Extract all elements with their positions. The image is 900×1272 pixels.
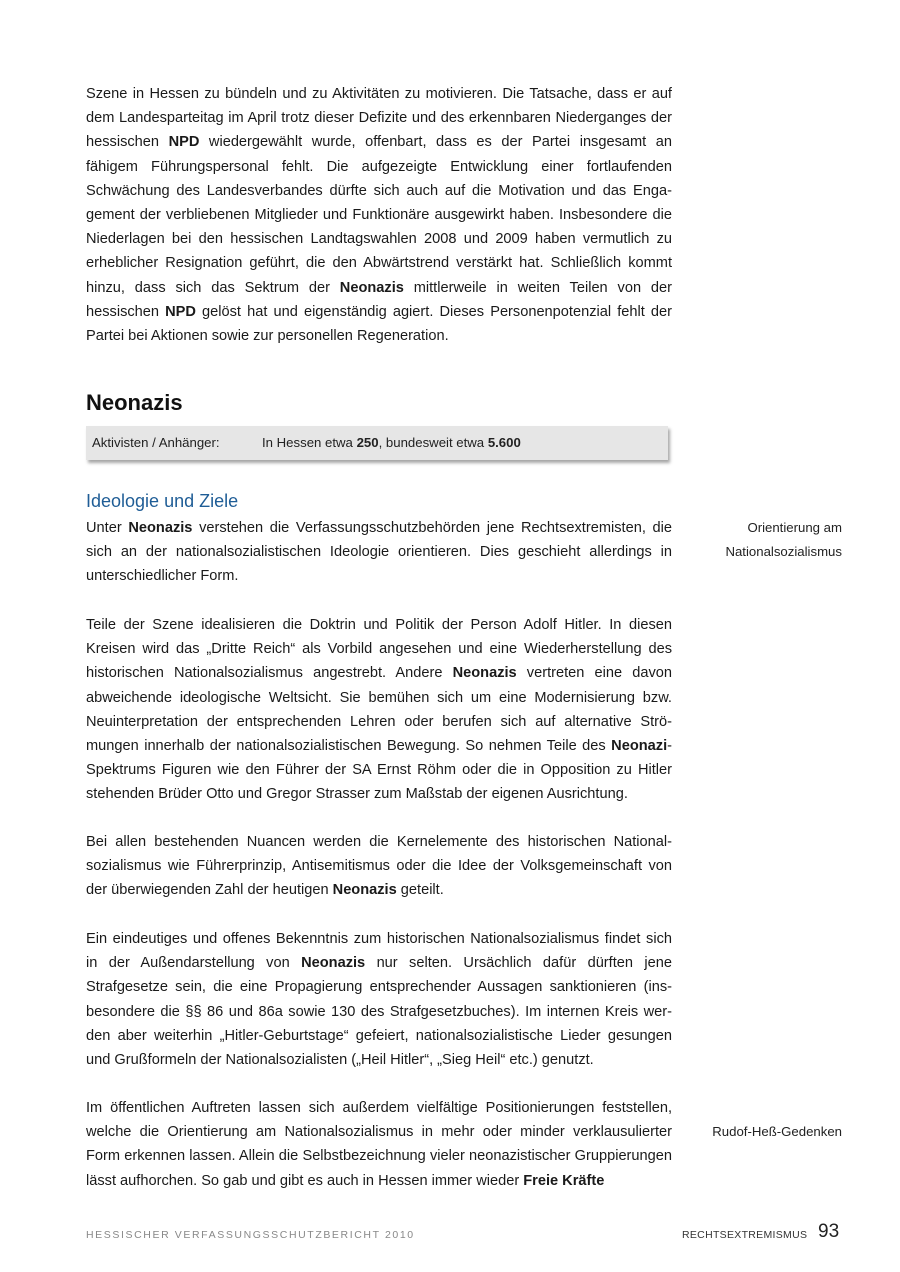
footer-chapter: RECHTSEXTREMISMUS	[682, 1229, 808, 1241]
body-paragraph: Im öffentlichen Auftreten lassen sich außerdem vielfältige Positionierungen feststellen, welche die Orientierung am Nationalsozialismus in mehr oder minder verklausulierter Form erkennen lassen. Allein die Selbstbezeichnung vieler neonazistischer Gruppierungen lässt aufhorchen. So gab und gibt es auch in Hessen immer wieder Freie Kräfte	[86, 1100, 672, 1189]
emphasis: Neonazis	[452, 665, 517, 682]
body-paragraph-3-wrap	[86, 830, 672, 903]
body-paragraph-4-wrap	[86, 927, 672, 1072]
infobox-value: In Hessen etwa 250, bundesweit etwa 5.600	[262, 435, 521, 450]
infobox-label: Aktivisten / Anhänger:	[92, 435, 220, 450]
body-paragraph: Unter Neonazis verstehen die Verfassungsschutzbehörden jene Rechtsextremisten, die sich an der nationalsozialistischen Ideologie orientieren. Dies geschieht allerdings in unterschiedlicher Form.	[86, 520, 672, 585]
emphasis: Freie Kräfte	[523, 1172, 605, 1189]
emphasis: Neonazis	[332, 882, 397, 899]
emphasis: Neonazi	[611, 738, 668, 755]
page-number: 93	[818, 1221, 840, 1242]
intro-section	[86, 82, 672, 348]
section-title: Neonazis	[86, 390, 183, 415]
infobox	[86, 426, 668, 460]
margin-note-hess: Rudof-Heß-Gedenken	[712, 1124, 842, 1139]
margin-note-orientation: Orientierung am Nationalsozialismus	[725, 520, 842, 560]
emphasis: 250	[356, 435, 379, 450]
emphasis: NPD	[168, 134, 200, 151]
emphasis: Neonazis	[128, 520, 193, 536]
body-paragraph-1-wrap	[86, 516, 672, 589]
body-paragraph: Bei allen bestehenden Nuancen werden die Kernelemente des historischen Nationalsozialismus wie Führerprinzip, Antisemitismus oder die Idee der Volksgemeinschaft von der überwiegenden Zahl der heutigen Neonazis geteilt.	[86, 834, 672, 899]
emphasis: NPD	[165, 303, 196, 320]
emphasis: Neonazis	[339, 279, 404, 296]
body-paragraph: Ein eindeutiges und offenes Bekenntnis zum historischen Nationalsozialismus findet sich in der Außendarstellung von Neonazis nur selten. Ursächlich dafür dürften jene Strafgesetze sein, die eine Propagierung entsprechender Aussagen sanktionieren (insbesondere die §§ 86 und 86a sowie 130 des Strafgesetzbuches). Im internen Kreis werden aber weiterhin „Hitler-Geburtstage“ gefeiert, nationalsozialistische Lieder gesungen und Grußformeln der Nationalsozialisten („Heil Hitler“, „Sieg Heil“ etc.) genutzt.	[86, 931, 672, 1069]
body-paragraph-5-wrap	[86, 1096, 672, 1193]
intro-paragraph: Szene in Hessen zu bündeln und zu Aktivitäten zu motivieren. Die Tatsache, dass er auf dem Landesparteitag im April trotz dieser Defizite und des erkennbaren Niederganges der hessischen NPD wiedergewählt wurde, offenbart, dass es der Partei insgesamt an fähigem Führungspersonal fehlt. Die aufgezeigte Entwicklung einer fortlaufenden Schwächung des Landesverbandes dürfte sich auch auf die Motivation und das Engagement der verbliebenen Mitglieder und Funktionäre ausgewirkt haben. Insbesondere die Niederlagen bei den hessischen Landtagswahlen 2008 und 2009 haben vermutlich zu erheblicher Resignation geführt, die den Abwärtstrend verstärkt hat. Schließlich kommt hinzu, dass sich das Sektrum der Neonazis mittlerweile in weiten Teilen von der hessischen NPD gelöst hat und eigenständig agiert. Dieses Personenpotenzial fehlt der Partei bei Aktionen sowie zur personellen Regeneration.	[86, 86, 672, 345]
emphasis: 5.600	[487, 435, 521, 450]
subsection-title: Ideologie und Ziele	[86, 491, 239, 511]
body-paragraph-2-wrap	[86, 613, 672, 807]
emphasis: Neonazis	[301, 955, 366, 972]
footer-publication-title: HESSISCHER VERFASSUNGSSCHUTZBERICHT 2010	[86, 1229, 415, 1241]
body-paragraph: Teile der Szene idealisieren die Doktrin und Politik der Person Adolf Hitler. In diesen Kreisen wird das „Dritte Reich“ als Vorbild angesehen und eine Wiederherstellung des historischen Nationalsozialismus angestrebt. Andere Neonazis vertreten eine davon abweichende ideologische Weltsicht. Sie bemühen sich um eine Modernisierung bzw. Neuinterpretation der entsprechenden Lehren oder berufen sich auf alternative Strömungen innerhalb der nationalsozialistischen Bewegung. So nehmen Teile des Neonazi-Spektrums Figuren wie den Führer der SA Ernst Röhm oder die in Opposition zu Hitler stehenden Brüder Otto und Gregor Strasser zum Maßstab der eigenen Ausrichtung.	[86, 617, 673, 803]
